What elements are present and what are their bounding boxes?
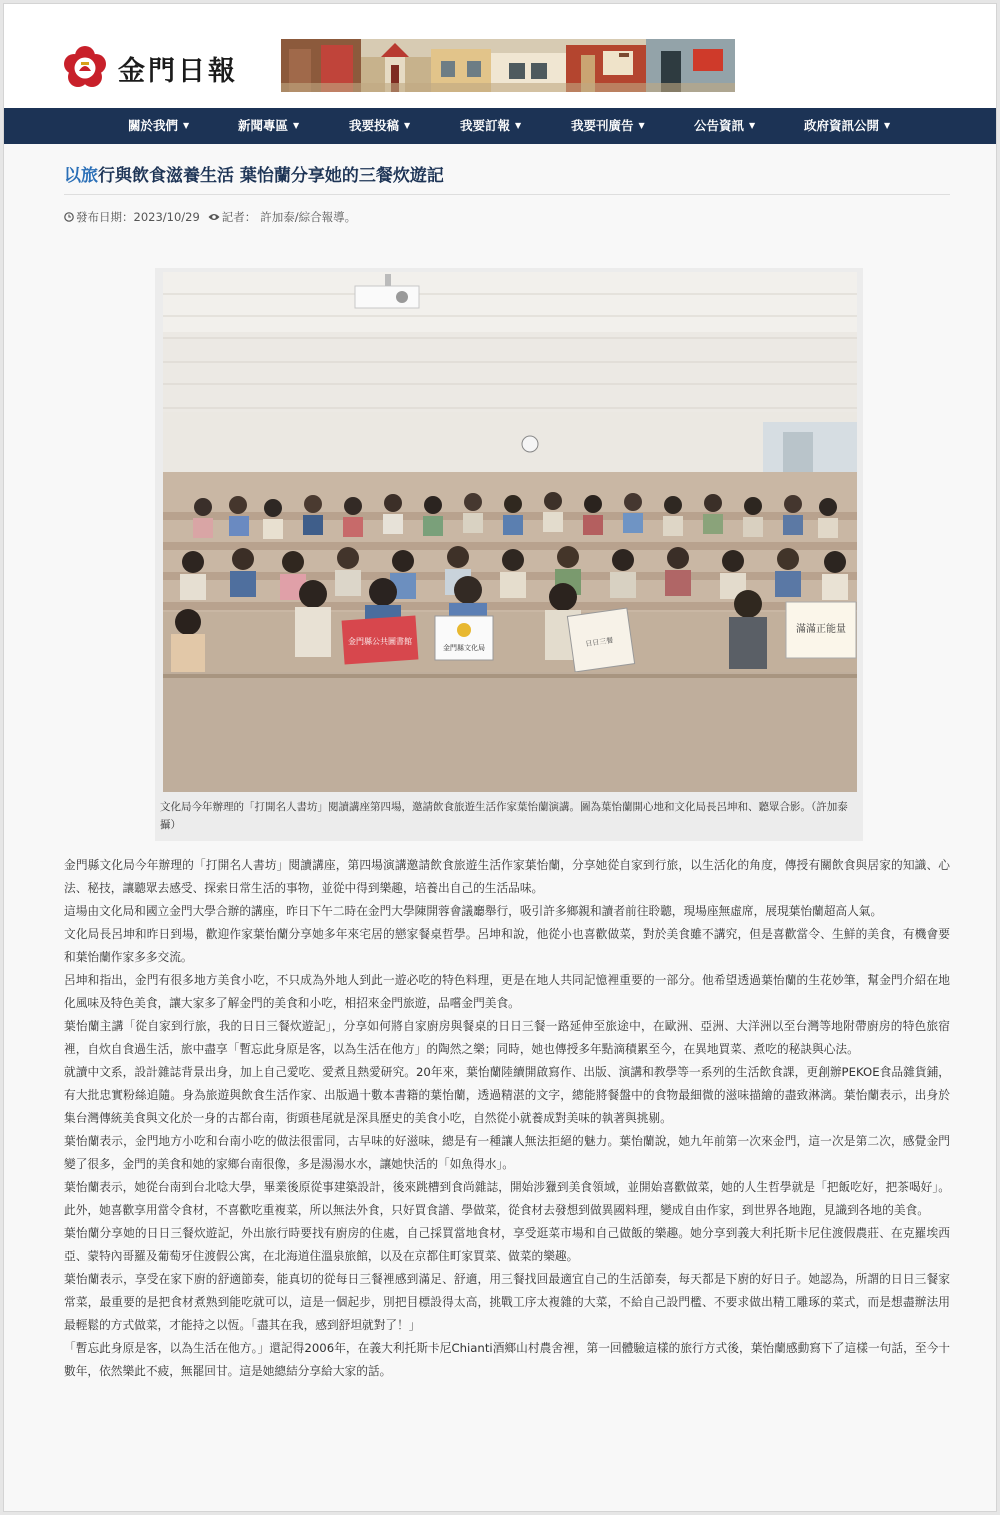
article-photo[interactable] xyxy=(163,272,857,792)
nav-label: 公告資訊 xyxy=(694,118,745,133)
nav-item-gov-info[interactable] xyxy=(804,108,890,144)
photo-caption: 文化局今年辦理的「打開名人書坊」閱讀講座第四場，邀請飲食旅遊生活作家葉怡蘭演講。圖為葉怡蘭開心地和文化局長呂坤和、聽眾合影。（許加泰攝） xyxy=(160,801,848,831)
main-nav xyxy=(4,108,996,144)
nav-item-advertise[interactable] xyxy=(571,108,645,144)
chevron-down-icon: ▼ xyxy=(638,121,645,130)
chevron-down-icon: ▼ xyxy=(293,121,300,130)
chevron-down-icon: ▼ xyxy=(404,121,411,130)
publish-date: 發布日期：2023/10/29 xyxy=(76,210,200,224)
logo-text: 金門日報 xyxy=(118,55,238,87)
clock-icon xyxy=(64,212,74,222)
paragraph: 葉怡蘭表示，金門地方小吃和台南小吃的做法很雷同，古早味的好滋味，總是有一種讓人無法拒絕的魅力。葉怡蘭說，她九年前第一次來金門，這一次是第二次，感覺金門變了很多，金門的美食和她的家鄉台南很像，多是湯湯水水，讓她快活的「如魚得水」。 xyxy=(64,1134,950,1171)
paragraph: 這場由文化局和國立金門大學合辦的講座，昨日下午二時在金門大學陳開蓉會議廳舉行，吸引許多鄉親和讀者前往聆聽，現場座無虛席，展現葉怡蘭超高人氣。 xyxy=(64,904,883,918)
site-logo[interactable] xyxy=(60,42,250,94)
paragraph: 金門縣文化局今年辦理的「打開名人書坊」閱讀講座，第四場演講邀請飲食旅遊生活作家葉怡蘭，分享她從自家到行旅，以生活化的角度，傳授有關飲食與居家的知識、心法、秘技，讓聽眾去感受、探索日常生活的事物，並從中得到樂趣，培養出自己的生活品味。 xyxy=(64,858,950,895)
chevron-down-icon: ▼ xyxy=(884,121,891,130)
sign-library-text: 金門縣公共圖書館 xyxy=(348,637,412,646)
nav-label: 關於我們 xyxy=(128,118,179,133)
sign-small-text: 日日三餐 xyxy=(584,636,614,649)
site-header xyxy=(4,4,996,108)
paragraph: 「暫忘此身原是客，以為生活在他方。」還記得2006年，在義大利托斯卡尼Chianti酒鄉山村農舍裡，第一回體驗這樣的旅行方式後，葉怡蘭感動寫下了這樣一句話，至今十數年，依然樂此不疲，無罷回甘。這是她總結分享給大家的話。 xyxy=(64,1341,950,1378)
nav-item-submit[interactable] xyxy=(349,108,410,144)
paragraph: 呂坤和指出，金門有很多地方美食小吃，不只成為外地人到此一遊必吃的特色料理，更是在地人共同記憶裡重要的一部分。他希望透過葉怡蘭的生花妙筆，幫金門介紹在地化風味及特色美食，讓大家多了解金門的美食和小吃，相招來金門旅遊，品嚐金門美食。 xyxy=(64,973,950,1010)
nav-item-subscribe[interactable] xyxy=(460,108,521,144)
nav-label: 我要訂報 xyxy=(460,118,511,133)
author-name: 許加泰/綜合報導。 xyxy=(260,210,357,224)
title-highlight: 以旅 xyxy=(64,166,98,186)
paragraph: 就讀中文系，設計雜誌背景出身，加上自己愛吃、愛煮且熱愛研究。20年來，葉怡蘭陸續開啟寫作、出版、演講和教學等一系列的生活飲食課，更創辦PEKOE食品雜貨鋪，有大批忠實粉絲追隨。身為旅遊與飲食生活作家、出版過十數本書籍的葉怡蘭，透過精湛的文字，總能將餐盤中的食物最細微的滋味描繪的盡致淋漓。葉怡蘭表示，出身於集台灣傳統美食與文化於一身的古都台南，街頭巷尾就是深具歷史的美食小吃，自然從小就養成對美味的執著與挑剔。 xyxy=(64,1065,950,1125)
logo-emblem xyxy=(60,43,110,93)
title-text: 行與飲食滋養生活 葉怡蘭分享她的三餐炊遊記 xyxy=(98,166,444,186)
paragraph: 文化局長呂坤和昨日到場，歡迎作家葉怡蘭分享她多年來宅居的戀家餐桌哲學。呂坤和說，他從小也喜歡做菜，對於美食雖不講究，但是喜歡當令、生鮮的美食，有機會要和葉怡蘭作家多多交流。 xyxy=(64,927,950,964)
paragraph: 葉怡蘭分享她的日日三餐炊遊記，外出旅行時要找有廚房的住處，自己採買當地食材，享受逛菜市場和自己做飯的樂趣。她分享到義大利托斯卡尼住渡假農莊、在克羅埃西亞、蒙特內哥羅及葡萄牙住渡假公寓，在北海道住溫泉旅館，以及在京都住町家買菜、做菜的樂趣。 xyxy=(64,1226,950,1263)
article-figure xyxy=(155,268,863,841)
nav-label: 我要投稿 xyxy=(349,118,400,133)
eye-icon xyxy=(208,212,220,222)
article-body xyxy=(64,854,950,1383)
author-label: 記者： xyxy=(221,210,257,224)
nav-item-news[interactable] xyxy=(238,108,299,144)
article-meta xyxy=(64,209,356,225)
chevron-down-icon: ▼ xyxy=(749,121,756,130)
page xyxy=(3,3,997,1512)
nav-label: 我要刊廣告 xyxy=(571,118,634,133)
title-divider xyxy=(64,194,950,195)
sign-right-text: 滿滿正能量 xyxy=(796,624,846,635)
nav-item-announcements[interactable] xyxy=(694,108,755,144)
article-title xyxy=(64,161,444,186)
nav-item-about[interactable] xyxy=(128,108,189,144)
paragraph: 葉怡蘭表示，她從台南到台北唸大學，畢業後原從事建築設計，後來跳槽到食尚雜誌，開始涉獵到美食領域，並開始喜歡做菜，她的人生哲學就是「把飯吃好，把茶喝好」。此外，她喜歡享用當令食材，不喜歡吃重複菜，所以無法外食，只好買食譜、學做菜，從食材去發想到做異國料理，變成自由作家，到世界各地跑，見識到各地的美食。 xyxy=(64,1180,950,1217)
paragraph: 葉怡蘭主講「從自家到行旅，我的日日三餐炊遊記」，分享如何將自家廚房與餐桌的日日三餐一路延伸至旅途中，在歐洲、亞洲、大洋洲以至台灣等地附帶廚房的特色旅宿裡，自炊自食過生活，旅中盡享「暫忘此身原是客，以為生活在他方」的陶然之樂；同時，她也傳授多年點滴積累至今，在異地買菜、煮吃的秘訣與心法。 xyxy=(64,1019,950,1056)
nav-label: 政府資訊公開 xyxy=(804,118,880,133)
paragraph: 葉怡蘭表示，享受在家下廚的舒適節奏，能真切的從每日三餐裡感到滿足、舒適，用三餐找回最適宜自己的生活節奏，每天都是下廚的好日子。她認為，所謂的日日三餐家常菜，最重要的是把食材煮熟到能吃就可以，這是一個起步，別把目標設得太高，挑戰工序太複雜的大菜，不給自己設門檻、不要求做出精工雕琢的菜式，而是想盡辦法用最輕鬆的方式做菜，才能持之以恆。「盡其在我，感到舒坦就對了！」 xyxy=(64,1272,950,1332)
nav-label: 新聞專區 xyxy=(238,118,289,133)
chevron-down-icon: ▼ xyxy=(515,121,522,130)
chevron-down-icon: ▼ xyxy=(183,121,190,130)
sign-bureau-text: 金門縣文化局 xyxy=(443,644,485,652)
header-banner xyxy=(281,39,735,92)
